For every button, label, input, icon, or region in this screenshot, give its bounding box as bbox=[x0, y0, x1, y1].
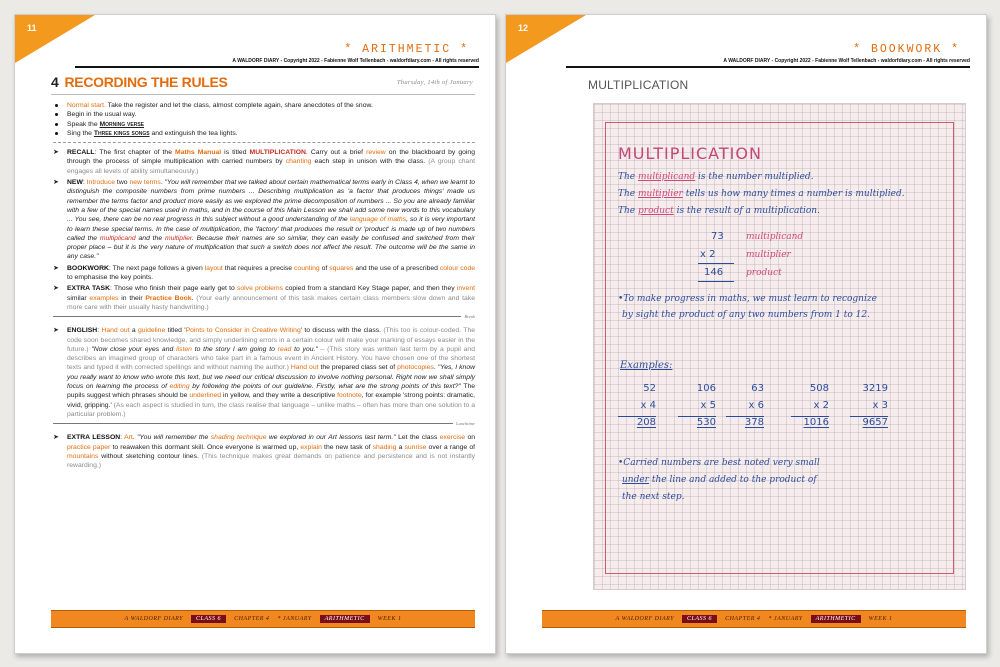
footer-subject-tag: ARITHMETIC bbox=[320, 615, 370, 623]
text: : The first chapter of the bbox=[94, 149, 176, 157]
definition-line bbox=[618, 189, 905, 199]
copyright-line: A WALDORF DIARY - Copyright 2022 - Fabienne Wolf Tellenbach - waldorfdiary.com - All rights reserved bbox=[566, 59, 970, 68]
highlight: read bbox=[277, 345, 292, 353]
highlight: invent bbox=[456, 285, 475, 293]
list-item bbox=[53, 110, 475, 119]
quote: . Because their names are so similar, they can easily be confused and switched from their proper place – but it is the very nature of multiplication that such a switch does not affect the result. The outcome will be the same in any case." bbox=[67, 234, 476, 261]
highlight: examples bbox=[89, 294, 119, 302]
text: and the use of a prescribed bbox=[353, 264, 440, 272]
text: the new task of bbox=[321, 443, 373, 451]
quote: "Now close your eyes and bbox=[91, 345, 177, 353]
note: – (This story was written last term by a pupil and describes an imagined group of characters who take part in a famous event in Ancient History. You have chosen one of the shortest texts and typed it with corrected spellings and without naming the author.) bbox=[67, 345, 475, 372]
copyright-line: A WALDORF DIARY - Copyright 2022 - Fabienne Wolf Tellenbach - waldorfdiary.com - All rights reserved bbox=[75, 59, 479, 68]
quote: to the story I am going to bbox=[191, 345, 278, 353]
bullet-text: Take the register and let the class, almost complete again, share anecdotes of the snow. bbox=[105, 102, 373, 109]
lesson-date: Thursday, 14th of January bbox=[396, 79, 473, 86]
text: : bbox=[120, 434, 125, 442]
example-operand: 63 bbox=[751, 383, 764, 394]
text: is the result of a multiplication. bbox=[673, 206, 820, 216]
text: that requires a precise bbox=[222, 264, 295, 272]
highlight: shading bbox=[372, 443, 397, 451]
text: Let the class bbox=[395, 434, 440, 442]
text: without sketching contour lines. bbox=[98, 452, 202, 460]
chapter-title-text: RECORDING THE RULES bbox=[64, 74, 228, 90]
footer-diary: A WALDORF DIARY bbox=[124, 616, 184, 622]
example-sum bbox=[850, 383, 888, 434]
highlight: Introduce bbox=[86, 179, 116, 187]
page-footer bbox=[542, 610, 966, 628]
example-multiplier: x 6 bbox=[726, 400, 764, 417]
title-divider bbox=[51, 94, 475, 95]
text: The bbox=[618, 189, 638, 199]
highlight: guideline bbox=[138, 327, 166, 335]
page-number: 12 bbox=[518, 23, 529, 33]
highlight: layout bbox=[204, 264, 223, 272]
note-line: by sight the product of any two numbers from 1 to 12. bbox=[622, 310, 870, 320]
footer-class-tag: CLASS 6 bbox=[682, 615, 717, 623]
highlight: MULTIPLICATION bbox=[249, 149, 306, 157]
bullet-text: Sing the bbox=[67, 129, 94, 137]
text: The bbox=[618, 172, 638, 182]
arrow-bullet-icon: ➤ bbox=[53, 285, 59, 293]
recall-paragraph bbox=[53, 148, 475, 176]
page-heading: MULTIPLICATION bbox=[588, 78, 689, 92]
footer-week: WEEK 1 bbox=[377, 616, 402, 622]
highlight: multiplicand bbox=[99, 234, 136, 242]
text: : Those who finish their page early get to bbox=[109, 285, 237, 293]
quote: "Yes, I know you really want to know who wrote this text, but we need our critical discussion to involve nothing personal. Right now we shall simply focus on learning the process of bbox=[67, 364, 476, 391]
highlight: footnote bbox=[337, 392, 362, 400]
footer-diary: A WALDORF DIARY bbox=[615, 616, 675, 622]
text: of bbox=[319, 264, 330, 272]
highlight: editing bbox=[169, 383, 190, 391]
highlight: listen bbox=[176, 345, 192, 353]
calc-label-multiplier: multiplier bbox=[746, 250, 791, 260]
footer-class-tag: CLASS 6 bbox=[191, 615, 226, 623]
para-label: ENGLISH bbox=[67, 327, 98, 335]
highlight: practice paper bbox=[67, 443, 111, 451]
text: to emphasise the key points. bbox=[67, 274, 154, 282]
note: (Your early announcement of this task makes certain class members slow down and take more care with their usually hasty handwriting.) bbox=[67, 294, 475, 311]
text: . bbox=[433, 364, 438, 372]
highlight: Practice Book bbox=[145, 294, 192, 302]
bullet-smallcaps: Morning verse bbox=[99, 120, 145, 128]
arrow-bullet-icon: ➤ bbox=[53, 264, 59, 272]
text: is the number multiplied. bbox=[695, 172, 814, 182]
example-result: 378 bbox=[744, 417, 764, 428]
note-line: •Carried numbers are best noted very small bbox=[618, 458, 820, 468]
example-multiplier: x 4 bbox=[618, 400, 656, 417]
subject-header: * ARITHMETIC * bbox=[344, 43, 469, 56]
term: product bbox=[638, 206, 674, 216]
text: ' to discuss with the class. bbox=[300, 327, 384, 335]
text: . bbox=[160, 179, 165, 187]
quote: , so it is very important to learn these special terms. In the case of multiplication, the 'factory' that produces the result or 'product' is made up of two numbers called the bbox=[67, 216, 475, 242]
break-divider bbox=[53, 316, 475, 320]
highlight: new terms bbox=[129, 179, 161, 187]
highlight: squares bbox=[329, 264, 354, 272]
para-label: EXTRA LESSON bbox=[67, 434, 121, 442]
text: copied from a standard Key Stage paper, and then they bbox=[283, 285, 457, 293]
calc-rule bbox=[698, 281, 734, 282]
lunch-divider bbox=[53, 423, 475, 427]
calc-label-product: product bbox=[746, 268, 782, 278]
example-multiplier: x 2 bbox=[791, 400, 829, 417]
quote: to you." bbox=[291, 345, 318, 353]
calc-multiplier: x 2 bbox=[700, 249, 716, 260]
example-sum bbox=[791, 383, 829, 434]
text: tells us how many times a number is multiplied. bbox=[682, 189, 905, 199]
note: (This too is colour-coded. The code soon becomes shared knowledge, and simply underlining errors in a certain colour will make your marking of essays easier in the future.) bbox=[67, 327, 476, 353]
text: the prepared class set of bbox=[318, 364, 398, 372]
term: multiplier bbox=[638, 189, 683, 199]
quote: "You will remember the bbox=[137, 434, 211, 442]
highlight: underlined bbox=[189, 392, 222, 400]
notebook-photo bbox=[593, 103, 966, 590]
footer-chapter: CHAPTER 4 bbox=[725, 616, 761, 622]
example-sum bbox=[618, 383, 656, 434]
quote: by following the points of our guideline. Firstly, what are the strong points of this text?" bbox=[189, 383, 461, 391]
footer-subject-tag: ARITHMETIC bbox=[811, 615, 861, 623]
bullet-text: and extinguish the tea lights. bbox=[149, 129, 238, 137]
page-footer bbox=[51, 610, 475, 628]
text: over a range of bbox=[426, 443, 476, 451]
highlight: Art bbox=[124, 434, 133, 442]
underlined-word: under bbox=[622, 475, 649, 485]
footer-month: * JANUARY bbox=[768, 616, 803, 622]
right-page bbox=[505, 14, 987, 654]
example-operand: 52 bbox=[643, 383, 656, 394]
definition-line bbox=[618, 206, 820, 216]
text: in yellow, and they write a descriptive bbox=[221, 392, 338, 400]
list-item bbox=[53, 120, 475, 129]
para-label: RECALL bbox=[67, 149, 95, 157]
quote: we explored in our Art lessons last term." bbox=[266, 434, 396, 442]
arrow-bullet-icon: ➤ bbox=[53, 327, 59, 335]
highlight: exercise bbox=[439, 434, 466, 442]
example-sum bbox=[726, 383, 764, 434]
example-operand: 3219 bbox=[862, 383, 888, 394]
calc-product: 146 bbox=[704, 267, 724, 278]
example-operand: 106 bbox=[696, 383, 716, 394]
arrow-bullet-icon: ➤ bbox=[53, 149, 59, 157]
text: , for example 'strong points: dramatic, vivid, gripping.' bbox=[67, 392, 475, 409]
extra-lesson-paragraph bbox=[53, 433, 475, 470]
new-paragraph bbox=[53, 178, 475, 262]
page-number: 11 bbox=[27, 23, 37, 33]
opening-bullets bbox=[53, 101, 475, 138]
highlight: Hand out bbox=[290, 364, 319, 372]
highlight: shading technique bbox=[210, 434, 267, 442]
subject-header: * BOOKWORK * bbox=[853, 43, 960, 56]
highlight: chanting bbox=[285, 158, 312, 166]
text: is titled bbox=[221, 149, 250, 157]
highlight: mountains bbox=[67, 452, 99, 460]
text: . bbox=[191, 294, 197, 302]
text: The pupils suggest which phrases should be bbox=[67, 383, 475, 400]
example-multiplier: x 3 bbox=[850, 400, 888, 417]
chapter-title bbox=[51, 74, 228, 90]
text: the line and added to the product of bbox=[648, 475, 817, 485]
footer-month: * JANUARY bbox=[277, 616, 312, 622]
text: . Carry out a brief bbox=[305, 149, 367, 157]
highlight: sunrise bbox=[404, 443, 427, 451]
example-result: 1016 bbox=[803, 417, 829, 428]
highlight: solve problems bbox=[236, 285, 284, 293]
highlight: colour code bbox=[439, 264, 476, 272]
text: to reawaken this dormant skill. Once everyone is warmed up, bbox=[110, 443, 301, 451]
note: (A group chant engages all levels of ability simultaneously.) bbox=[67, 158, 475, 175]
quote: "You will remember that we talked about certain mathematical terms early in Class 4, when we learnt to distinguish the composite numbers from prime numbers ... Describing multiplication as 'a factor that produces things' made us remember the terms factor and product more easily as we explored the prime decomposition of numbers ... So you are already familiar with a few of the special names used in maths, and in the course of this Main Lesson we shall add some new words to this vocabulary ... You see, there can be no real progress in this subject without a good understanding of the bbox=[67, 179, 476, 224]
para-label: EXTRA TASK bbox=[67, 285, 110, 293]
example-result: 208 bbox=[636, 417, 656, 428]
bullet-text: Speak the bbox=[67, 120, 100, 128]
definition-line bbox=[618, 172, 814, 182]
break-label: Break bbox=[461, 312, 475, 321]
text: in their bbox=[118, 294, 146, 302]
examples-heading: Examples: bbox=[620, 360, 673, 371]
term: multiplicand bbox=[638, 172, 696, 182]
bullet-smallcaps: Three kings songs bbox=[93, 129, 150, 137]
dashed-divider bbox=[53, 142, 475, 143]
note-line: the next step. bbox=[622, 492, 685, 502]
arrow-bullet-icon: ➤ bbox=[53, 179, 59, 187]
calc-label-multiplicand: multiplicand bbox=[746, 232, 804, 242]
note: (This technique makes great demands on patience and persistence and is not instantly rewarding.) bbox=[67, 452, 475, 470]
arrow-bullet-icon: ➤ bbox=[53, 434, 59, 442]
text: titled ' bbox=[165, 327, 186, 335]
calc-multiplicand: 73 bbox=[711, 231, 724, 242]
highlight: photocopies bbox=[397, 364, 434, 372]
example-operand: 508 bbox=[809, 383, 829, 394]
example-result: 9657 bbox=[862, 417, 888, 428]
text: . bbox=[132, 434, 138, 442]
list-item bbox=[53, 101, 475, 110]
extra-task-paragraph bbox=[53, 284, 475, 312]
highlight: counting bbox=[294, 264, 320, 272]
note-line bbox=[622, 475, 817, 485]
lunch-label: Lunchtime bbox=[453, 419, 475, 428]
list-item bbox=[53, 129, 475, 138]
highlight: explain bbox=[300, 443, 322, 451]
text: The bbox=[618, 206, 638, 216]
highlight: Maths Manual bbox=[175, 149, 222, 157]
bullet-text: Begin in the usual way. bbox=[67, 111, 137, 119]
highlight: language of maths bbox=[349, 216, 407, 224]
english-paragraph bbox=[53, 326, 475, 419]
left-page bbox=[14, 14, 496, 654]
text: each step in unison with the class. bbox=[311, 158, 429, 166]
note: (As each aspect is studied in turn, the class realise that language – unlike maths – often has more than one solution to a particular problem.) bbox=[67, 401, 475, 418]
text: two bbox=[115, 179, 130, 187]
bookwork-paragraph bbox=[53, 264, 475, 283]
highlight: Points to Consider in Creative Writing bbox=[185, 327, 301, 335]
highlight: review bbox=[366, 149, 386, 157]
para-label: NEW bbox=[67, 179, 83, 187]
example-multiplier: x 5 bbox=[678, 400, 716, 417]
text: : bbox=[82, 179, 87, 187]
highlight: multiplier bbox=[164, 234, 192, 242]
para-label: BOOKWORK bbox=[67, 264, 109, 272]
calc-rule bbox=[698, 263, 734, 264]
bullet-lead: Normal start. bbox=[67, 102, 106, 109]
lesson-body bbox=[53, 101, 475, 472]
chapter-number: 4 bbox=[51, 74, 59, 90]
text: : The next page follows a given bbox=[108, 264, 205, 272]
footer-week: WEEK 1 bbox=[868, 616, 893, 622]
text: a bbox=[396, 443, 405, 451]
note-line: •To make progress in maths, we must learn to recognize bbox=[618, 294, 877, 304]
text: a bbox=[129, 327, 139, 335]
text: on the blackboard by going through the process of simple multiplication with carried numbers by bbox=[67, 149, 475, 166]
example-result: 530 bbox=[696, 417, 716, 428]
quote: and the bbox=[135, 234, 165, 242]
footer-chapter: CHAPTER 4 bbox=[234, 616, 270, 622]
text: similar bbox=[67, 294, 90, 302]
notebook-title: MULTIPLICATION bbox=[618, 144, 762, 163]
text: : bbox=[97, 327, 102, 335]
example-sum bbox=[678, 383, 716, 434]
highlight: Hand out bbox=[101, 327, 130, 335]
text: on bbox=[465, 434, 476, 442]
